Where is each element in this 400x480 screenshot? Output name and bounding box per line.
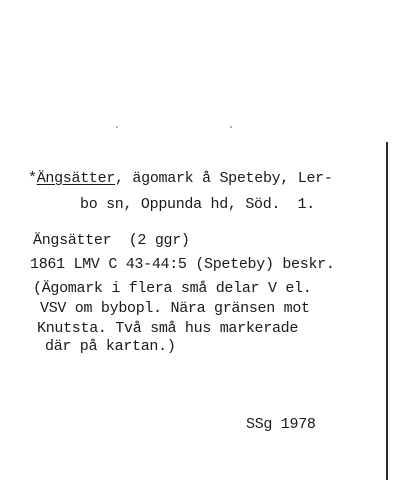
body-line-1: Ängsätter (2 ggr) <box>33 232 190 249</box>
body-line-5: Knutsta. Två små hus markerade <box>37 320 299 337</box>
body-line-4: VSV om bybopl. Nära gränsen mot <box>40 300 310 317</box>
paper-speck <box>116 126 118 128</box>
right-edge-rule <box>386 142 388 480</box>
asterisk-marker: * <box>28 170 37 187</box>
signature: SSg 1978 <box>246 416 316 433</box>
body-line-3: (Ägomark i flera små delar V el. <box>33 280 312 297</box>
headword: Ängsätter <box>36 170 116 187</box>
heading-line-2: bo sn, Oppunda hd, Söd. 1. <box>80 196 315 213</box>
body-line-6: där på kartan.) <box>45 338 176 355</box>
paper-speck <box>230 126 232 128</box>
heading-rest: , ägomark å Speteby, Ler- <box>115 170 333 187</box>
body-line-2: 1861 LMV C 43-44:5 (Speteby) beskr. <box>30 256 335 273</box>
heading-line-1 <box>28 170 333 187</box>
